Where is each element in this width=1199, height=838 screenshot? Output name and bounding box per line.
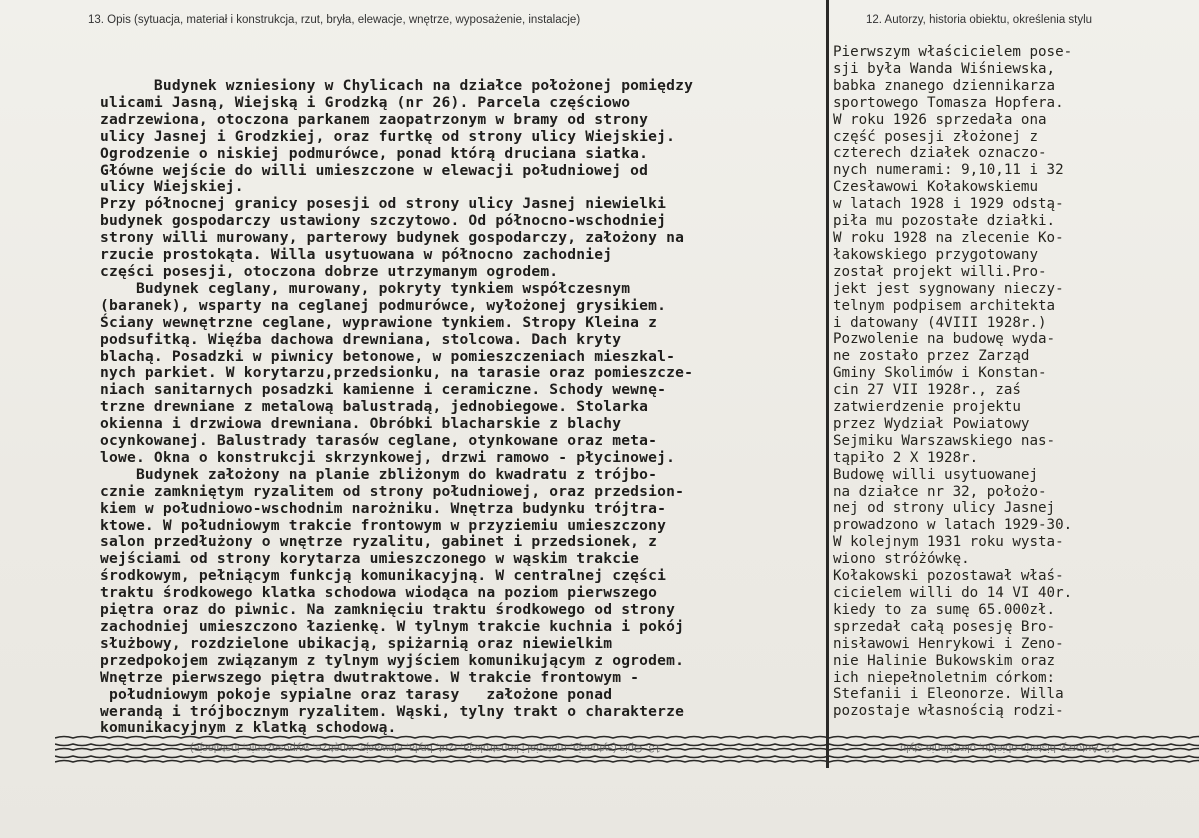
description-line: Przy północnej granicy posesji od strony ulicy Jasnej niewielki bbox=[100, 195, 667, 213]
description-line: Ściany wewnętrzne ceglane, wyprawione tynkiem. Stropy Kleina z bbox=[100, 313, 658, 331]
history-line: prowadzono w latach 1929-30. bbox=[833, 517, 1073, 534]
description-line: Budynek założony na planie zbliżonym do kwadratu z trójbo- bbox=[100, 465, 658, 483]
description-line: Budynek ceglany, murowany, pokryty tynkiem współczesnym bbox=[100, 279, 631, 297]
history-line: W kolejnym 1931 roku wysta- bbox=[833, 534, 1064, 551]
history-line: pozostaje własnością rodzi- bbox=[833, 703, 1064, 720]
description-line: strony willi murowany, parterowy budynek gospodarczy, założony na bbox=[100, 229, 685, 247]
history-line: Pozwolenie na budowę wyda- bbox=[833, 331, 1056, 348]
description-line: piętra oraz do piwnic. Na zamknięciu traktu środkowego od strony bbox=[100, 601, 676, 619]
history-line: Czesławowi Kołakowskiemu bbox=[833, 179, 1038, 196]
history-line: nisławowi Henrykowi i Zeno- bbox=[833, 635, 1064, 652]
history-line: babka znanego dziennikarza bbox=[833, 77, 1056, 94]
description-line: lowe. Okna o konstrukcji skrzynkowej, drzwi ramowo - płycinowej. bbox=[100, 448, 676, 466]
history-line: nej od strony ulicy Jasnej bbox=[833, 500, 1056, 517]
history-line: wiono stróżówkę. bbox=[833, 551, 970, 568]
description-line: wejściami od strony korytarza umieszczonego w wąskim trakcie bbox=[100, 550, 640, 568]
description-line: Główne wejście do willi umieszczone w elewacji południowej od bbox=[100, 161, 649, 179]
description-line: (baranek), wsparty na ceglanej podmurówce, wyłożonej grysikiem. bbox=[100, 296, 667, 314]
history-line: Sejmiku Warszawskiego nas- bbox=[833, 432, 1056, 449]
history-line: sji była Wanda Wiśniewska, bbox=[833, 60, 1056, 77]
history-line: Pierwszym właścicielem pose- bbox=[833, 44, 1073, 60]
history-line: i datowany (4VIII 1928r.) bbox=[833, 314, 1047, 331]
history-line: w latach 1928 i 1929 odstą- bbox=[833, 196, 1064, 213]
description-line: Budynek wzniesiony w Chylicach na działce położonej pomiędzy bbox=[100, 77, 694, 94]
description-line: podsufitką. Więźba dachowa drewniana, stolcowa. Dach kryty bbox=[100, 330, 622, 348]
description-line: nych parkiet. W korytarzu,przedsionku, na tarasie oraz pomieszcze- bbox=[100, 364, 694, 382]
history-line: ich niepełnoletnim córkom: bbox=[833, 669, 1056, 686]
history-line: Gminy Skolimów i Konstan- bbox=[833, 365, 1047, 382]
description-line: ulicami Jasną, Wiejską i Grodzką (nr 26). Parcela częściowo bbox=[100, 93, 631, 111]
description-line: budynek gospodarczy ustawiony szczytowo. Od północno-wschodniej bbox=[100, 212, 667, 230]
description-line: służbowy, rozdzielone ubikacją, spiżarnią oraz niewielkim bbox=[100, 634, 613, 652]
wave-line bbox=[55, 761, 1199, 763]
history-line: W roku 1926 sprzedała ona bbox=[833, 111, 1047, 128]
description-line: południowym pokoje sypialne oraz tarasy założone ponad bbox=[100, 685, 613, 703]
history-line: łakowskiego przygotowany bbox=[833, 246, 1038, 263]
description-line: ulicy Wiejskiej. bbox=[100, 178, 244, 196]
description-line: rzucie prostokąta. Willa usytuowana w północno zachodniej bbox=[100, 246, 613, 264]
description-header: 13. Opis (sytuacja, materiał i konstrukcja, rzut, bryła, elewacje, wnętrze, wyposażenie, instalacje) bbox=[88, 14, 581, 26]
history-line: Kołakowski pozostawał właś- bbox=[833, 568, 1064, 585]
description-line: środkowym, pełniącym funkcją komunikacyjną. W centralnej części bbox=[100, 567, 667, 585]
description-line: werandą i trójbocznym ryzalitem. Wąski, tylny trakt o charakterze bbox=[100, 702, 685, 720]
description-line: ulicy Jasnej i Grodzkiej, oraz furtkę od strony ulicy Wiejskiej. bbox=[100, 127, 676, 145]
history-line: cicielem willi do 14 VI 40r. bbox=[833, 585, 1073, 601]
history-line: sprzedał całą posesję Bro- bbox=[833, 618, 1056, 635]
history-line: ne zostało przez Zarząd bbox=[833, 348, 1030, 365]
history-line: kiedy to za sumę 65.000zł. bbox=[833, 601, 1056, 618]
description-line: blachą. Posadzki w piwnicy betonowe, w pomieszczeniach mieszkal- bbox=[100, 347, 676, 365]
history-line: jekt jest sygnowany nieczy- bbox=[833, 280, 1064, 297]
description-line: ktowe. W południowym trakcie frontowym w przyziemiu umieszczony bbox=[100, 516, 667, 534]
description-line: ocynkowanej. Balustrady tarasów ceglane, otynkowane oraz meta- bbox=[100, 432, 658, 450]
description-line: Wnętrze pierwszego piętra dwutraktowe. W trakcie frontowym - bbox=[100, 668, 640, 686]
description-line: traktu środkowego klatka schodowa wiodąca na poziom pierwszego bbox=[100, 584, 658, 602]
history-line: cin 27 VII 1928r., zaś bbox=[833, 382, 1021, 399]
wave-line bbox=[55, 737, 1199, 739]
description-line: przedpokojem związanym z tylnym wyjściem komunikującym z ogrodem. bbox=[100, 651, 685, 669]
mirrored-header-left: 13. Opis (sytuacja, materiał i konstrukcja, rzut, bryła, elewacje, wnętrze, wyposażenie, instalacje) bbox=[190, 742, 661, 754]
description-line: części posesji, otoczona dobrze utrzymanym ogrodem. bbox=[100, 262, 559, 280]
history-line: na działce nr 32, położo- bbox=[833, 483, 1047, 500]
history-line: nie Halinie Bukowskim oraz bbox=[833, 652, 1056, 669]
mirrored-header-right: 12. Autorzy, historia obiektu, określenia stylu bbox=[900, 742, 1117, 754]
description-line: cznie zamkniętym ryzalitem od strony południowej, oraz przedsion- bbox=[100, 482, 685, 500]
history-line: piła mu pozostałe działki. bbox=[833, 213, 1056, 230]
history-line: czterech działek oznaczo- bbox=[833, 145, 1047, 162]
history-line: część posesji złożonej z bbox=[833, 128, 1038, 145]
history-line: W roku 1928 na zlecenie Ko- bbox=[833, 229, 1064, 246]
description-line: trzne drewniane z metalową balustradą, jednobiegowe. Stolarka bbox=[100, 398, 649, 416]
wave-line bbox=[55, 756, 1199, 758]
history-line: Budowę willi usytuowanej bbox=[833, 466, 1038, 483]
history-header: 12. Autorzy, historia obiektu, określenia stylu bbox=[866, 14, 1093, 26]
history-line: przez Wydział Powiatowy bbox=[833, 415, 1030, 432]
description-line: komunikacyjnym z klatką schodową. bbox=[100, 719, 397, 737]
history-line: Stefanii i Eleonorze. Willa bbox=[833, 686, 1064, 703]
description-line: zadrzewiona, otoczona parkanem zaopatrzonym w bramy od strony bbox=[100, 110, 649, 128]
description-text bbox=[100, 78, 820, 737]
column-divider bbox=[826, 0, 829, 768]
history-line: został projekt willi.Pro- bbox=[833, 263, 1047, 280]
history-text bbox=[833, 44, 1193, 720]
description-line: Ogrodzenie o niskiej podmurówce, ponad którą druciana siatka. bbox=[100, 144, 649, 162]
history-line: sportowego Tomasza Hopfera. bbox=[833, 94, 1064, 111]
history-line: zatwierdzenie projektu bbox=[833, 399, 1021, 416]
description-line: salon przedłużony o wnętrze ryzalitu, gabinet i przedsionek, z bbox=[100, 533, 658, 551]
history-line: telnym podpisem architekta bbox=[833, 297, 1056, 314]
description-line: kiem w południowo-wschodnim narożniku. Wnętrza budynku trójtra- bbox=[100, 499, 667, 517]
description-line: niach sanitarnych posadzki kamienne i ceramiczne. Schody wewnę- bbox=[100, 381, 667, 399]
description-line: zachodniej umieszczono łazienkę. W tylnym trakcie kuchnia i pokój bbox=[100, 618, 685, 635]
history-line: tąpiło 2 X 1928r. bbox=[833, 449, 979, 466]
history-line: nych numerami: 9,10,11 i 32 bbox=[833, 162, 1064, 179]
description-line: okienna i drzwiowa drewniana. Obróbki blacharskie z blachy bbox=[100, 415, 622, 433]
